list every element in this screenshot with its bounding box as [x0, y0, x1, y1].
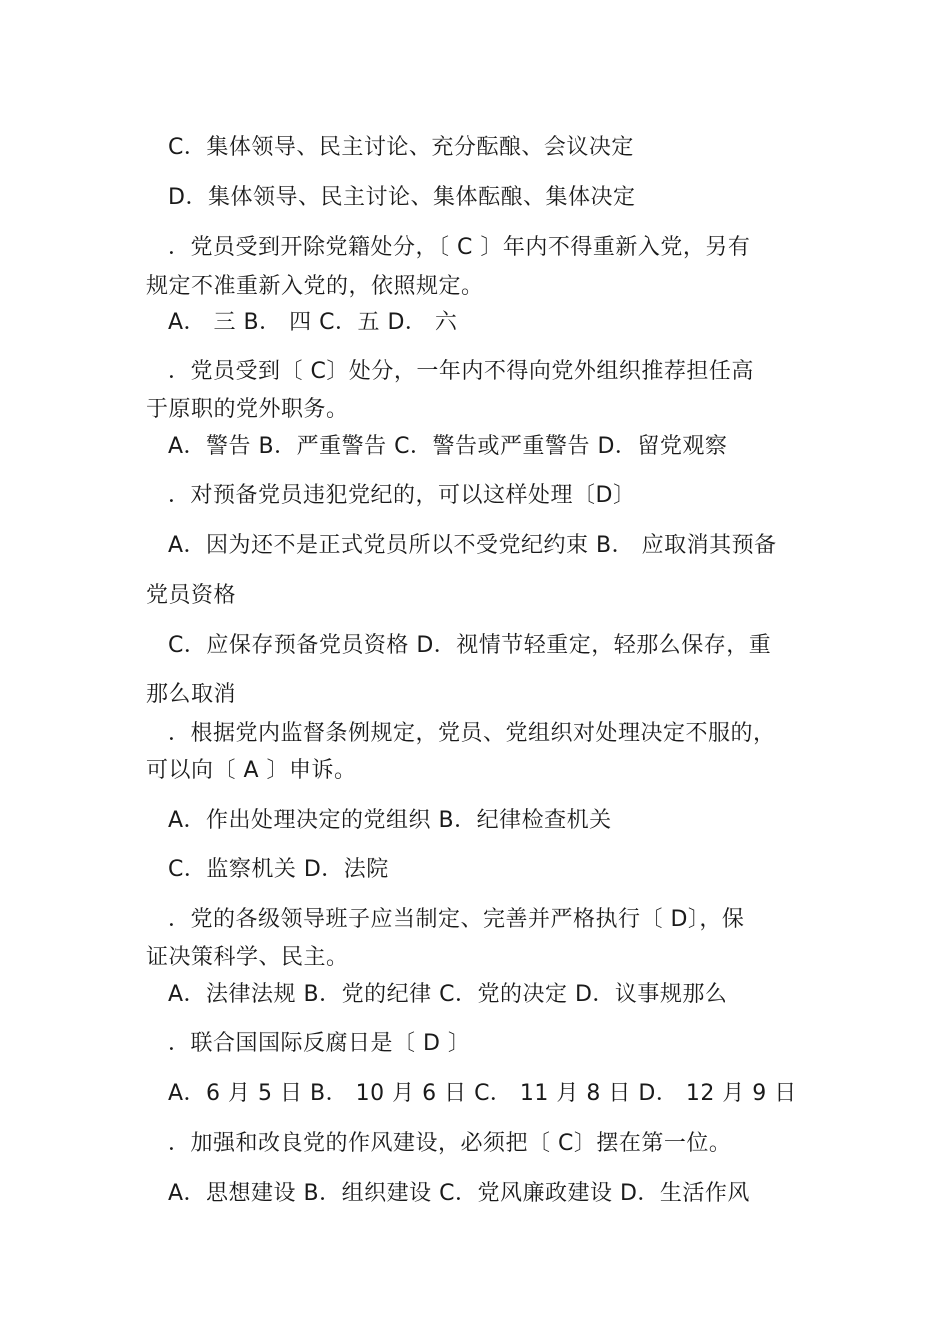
question-line-continued: 于原职的党外职务。 [146, 397, 349, 422]
question-line: ．党员受到开除党籍处分，〔 C 〕年内不得重新入党，另有 [168, 235, 751, 260]
question-line: ．根据党内监督条例规定，党员、党组织对处理决定不服的， [168, 721, 776, 746]
question-line: ．党员受到〔 C〕处分，一年内不得向党外组织推荐担任高 [168, 359, 754, 384]
question-line: ．联合国国际反腐日是〔 D 〕 [168, 1031, 471, 1056]
option-line: A．作出处理决定的党组织 B．纪律检查机关 [168, 808, 612, 833]
question-line: ．党的各级领导班子应当制定、完善并严格执行〔 D〕，保 [168, 907, 745, 932]
option-line: C．监察机关 D．法院 [168, 857, 389, 882]
question-line-continued: 可以向〔 A 〕申诉。 [146, 758, 357, 783]
option-line: A．6 月 5 日 B． 10 月 6 日 C． 11 月 8 日 D． 12 月 9 日 [168, 1081, 797, 1106]
option-line: C．应保存预备党员资格 D．视情节轻重定，轻那么保存，重 [168, 633, 772, 658]
option-line: A．思想建设 B．组织建设 C．党风廉政建设 D．生活作风 [168, 1181, 750, 1206]
option-line: D．集体领导、民主讨论、集体酝酿、集体决定 [168, 185, 636, 210]
option-line-continued: 党员资格 [146, 583, 237, 608]
option-line-continued: 那么取消 [146, 682, 237, 707]
option-line: A．警告 B．严重警告 C．警告或严重警告 D．留党观察 [168, 434, 728, 459]
question-line: ．加强和改良党的作风建设，必须把〔 C〕摆在第一位。 [168, 1131, 732, 1156]
option-line: A．法律法规 B．党的纪律 C．党的决定 D．议事规那么 [168, 982, 728, 1007]
option-line: A．因为还不是正式党员所以不受党纪约束 B． 应取消其预备 [168, 533, 777, 558]
option-line: C．集体领导、民主讨论、充分酝酿、会议决定 [168, 135, 634, 160]
option-line: A． 三 B． 四 C．五 D． 六 [168, 310, 458, 335]
question-line-continued: 规定不准重新入党的，依照规定。 [146, 274, 484, 299]
question-line-continued: 证决策科学、民主。 [146, 945, 349, 970]
question-line: ．对预备党员违犯党纪的，可以这样处理〔D〕 [168, 483, 636, 508]
